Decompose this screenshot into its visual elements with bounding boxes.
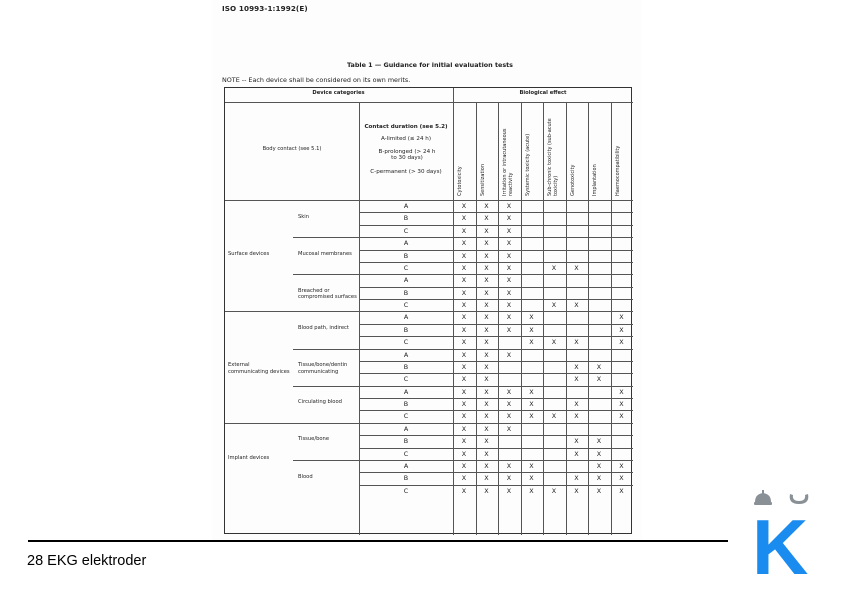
duration-code: C [403, 375, 409, 384]
test-required-mark: X [461, 239, 467, 248]
test-required-mark: X [506, 288, 512, 297]
contact-duration-b: B-prolonged (> 24 h to 30 days) [378, 149, 436, 161]
test-required-mark: X [574, 474, 579, 483]
group-divider [293, 460, 633, 461]
test-required-mark: X [484, 202, 489, 210]
test-required-mark: X [596, 474, 602, 483]
test-required-mark: X [619, 313, 624, 322]
test-required-mark: X [506, 263, 512, 272]
test-required-mark: X [461, 412, 467, 421]
test-required-mark: X [506, 202, 512, 210]
test-required-mark: X [461, 474, 467, 483]
duration-code: B [403, 251, 409, 260]
duration-code: B [403, 288, 409, 297]
test-required-mark: X [529, 338, 534, 347]
duration-code: C [403, 301, 409, 310]
body-contact-label: Body contact (see 5.1) [262, 146, 322, 152]
test-required-mark: X [506, 276, 512, 285]
test-required-mark: X [596, 461, 602, 470]
row-divider [359, 336, 633, 337]
test-required-mark: X [461, 338, 467, 347]
duration-code: B [403, 325, 409, 334]
group-divider [293, 386, 633, 387]
test-required-mark: X [619, 338, 624, 347]
test-required-mark: X [529, 387, 534, 396]
category-label: Surface devices [228, 250, 270, 257]
group-label: Blood path, indirect [298, 324, 349, 331]
test-required-mark: X [506, 214, 512, 223]
k-logo [752, 490, 816, 576]
contact-duration-c: C-permanent (> 30 days) [370, 169, 442, 175]
test-required-mark: X [506, 387, 512, 396]
row-divider [359, 212, 633, 213]
effect-column-divider [566, 102, 567, 535]
test-required-mark: X [461, 350, 467, 359]
test-required-mark: X [506, 461, 512, 470]
group-divider [293, 349, 633, 350]
duration-code: A [403, 387, 409, 396]
test-required-mark: X [619, 400, 624, 409]
test-required-mark: X [461, 437, 467, 446]
test-required-mark: X [484, 338, 489, 347]
group-label: Blood [298, 473, 313, 480]
test-required-mark: X [484, 375, 489, 384]
duration-code: B [403, 400, 409, 409]
group-label: Tissue/bone [298, 436, 330, 443]
test-required-mark: X [506, 325, 512, 334]
test-required-mark: X [619, 486, 624, 495]
test-required-mark: X [484, 301, 489, 310]
effect-header: Systemic toxicity (acute) [524, 133, 531, 196]
test-required-mark: X [461, 375, 467, 384]
test-required-mark: X [574, 486, 579, 495]
test-required-mark: X [596, 449, 602, 458]
effect-header: Haemocompatibility [614, 145, 621, 196]
duration-code: A [403, 276, 409, 285]
table-title: Table 1 — Guidance for initial evaluation tests [346, 61, 513, 69]
test-required-mark: X [619, 387, 624, 396]
effect-header: Sub-chronic toxicity (sub-acute toxicity) [547, 118, 559, 196]
test-required-mark: X [484, 251, 489, 260]
test-required-mark: X [484, 263, 489, 272]
duration-code: B [403, 437, 409, 446]
test-required-mark: X [461, 400, 467, 409]
effect-header: Irritation or intracutaneous reactivity [502, 128, 514, 196]
test-required-mark: X [484, 276, 489, 285]
test-required-mark: X [506, 313, 512, 322]
test-required-mark: X [461, 301, 467, 310]
duration-code: A [403, 350, 409, 359]
effect-header: Sensitization [479, 163, 486, 196]
logo-letter: K [752, 503, 809, 576]
test-required-mark: X [574, 449, 579, 458]
duration-column-divider [359, 102, 360, 535]
category-label: External communicating devices [228, 362, 290, 375]
duration-code: C [403, 338, 409, 347]
test-required-mark: X [484, 313, 489, 322]
test-required-mark: X [619, 461, 624, 470]
test-required-mark: X [529, 486, 534, 495]
duration-code: A [403, 424, 409, 433]
test-required-mark: X [529, 474, 534, 483]
test-required-mark: X [506, 239, 512, 248]
category-divider [225, 423, 633, 424]
category-label: Implant devices [228, 454, 270, 461]
effect-header: Implantation [592, 164, 598, 196]
test-required-mark: X [574, 301, 579, 310]
test-required-mark: X [574, 400, 579, 409]
evaluation-table [224, 87, 632, 534]
test-required-mark: X [484, 474, 489, 483]
test-required-mark: X [484, 437, 489, 446]
row-divider [359, 262, 633, 263]
row-divider [359, 287, 633, 288]
test-required-mark: X [506, 350, 512, 359]
duration-code: C [403, 263, 409, 272]
group-label: Breached or compromised surfaces [298, 287, 357, 301]
test-required-mark: X [461, 214, 467, 223]
test-required-mark: X [461, 486, 467, 495]
duration-code: A [403, 202, 409, 210]
effect-column-divider [543, 102, 544, 535]
row-divider [359, 398, 633, 399]
test-required-mark: X [484, 362, 489, 371]
test-required-mark: X [461, 387, 467, 396]
test-required-mark: X [619, 412, 624, 421]
test-required-mark: X [506, 412, 512, 421]
row-divider [359, 324, 633, 325]
row-divider [359, 373, 633, 374]
duration-code: C [403, 486, 409, 495]
test-required-mark: X [461, 263, 467, 272]
header-device-categories: Device categories [312, 90, 365, 96]
row-divider [359, 485, 633, 486]
test-required-mark: X [461, 313, 467, 322]
test-required-mark: X [461, 251, 467, 260]
test-required-mark: X [551, 486, 557, 495]
test-required-mark: X [574, 437, 579, 446]
test-required-mark: X [461, 288, 467, 297]
test-required-mark: X [461, 276, 467, 285]
test-required-mark: X [484, 461, 489, 470]
duration-code: C [403, 412, 409, 421]
group-label: Mucosal membranes [298, 250, 352, 257]
test-required-mark: X [461, 362, 467, 371]
contact-duration-a: A-limited (≤ 24 h) [380, 136, 432, 142]
test-required-mark: X [551, 338, 557, 347]
duration-code: C [403, 226, 409, 235]
test-required-mark: X [484, 400, 489, 409]
test-required-mark: X [596, 486, 602, 495]
test-required-mark: X [484, 486, 489, 495]
test-required-mark: X [574, 338, 579, 347]
test-required-mark: X [596, 437, 602, 446]
slide-caption: 28 EKG elektroder [27, 553, 147, 569]
test-required-mark: X [484, 239, 489, 248]
test-required-mark: X [484, 226, 489, 235]
test-required-mark: X [506, 301, 512, 310]
test-required-mark: X [484, 387, 489, 396]
test-required-mark: X [574, 375, 579, 384]
test-required-mark: X [574, 263, 579, 272]
row-divider [359, 435, 633, 436]
group-divider [293, 237, 633, 238]
test-required-mark: X [551, 263, 557, 272]
group-divider [293, 274, 633, 275]
test-required-mark: X [596, 375, 602, 384]
test-required-mark: X [461, 424, 467, 433]
duration-code: B [403, 362, 409, 371]
header-biological-effect: Biological effect [519, 90, 567, 96]
table-note: NOTE -- Each device shall be considered on its own merits. [222, 76, 411, 84]
test-required-mark: X [529, 313, 534, 322]
duration-code: B [403, 214, 409, 223]
test-required-mark: X [529, 412, 534, 421]
test-required-mark: X [461, 461, 467, 470]
test-required-mark: X [574, 412, 579, 421]
duration-code: C [403, 449, 409, 458]
row-divider [359, 250, 633, 251]
test-required-mark: X [461, 202, 467, 210]
group-label: Circulating blood [298, 399, 342, 406]
test-required-mark: X [506, 400, 512, 409]
test-required-mark: X [484, 288, 489, 297]
test-required-mark: X [551, 301, 557, 310]
duration-code: A [403, 239, 409, 248]
test-required-mark: X [484, 214, 489, 223]
row-divider [359, 410, 633, 411]
header-divider [225, 102, 633, 103]
duration-code: B [403, 474, 409, 483]
effects-header-divider [225, 200, 633, 201]
test-required-mark: X [506, 226, 512, 235]
effect-column-divider [588, 102, 589, 535]
test-required-mark: X [484, 325, 489, 334]
row-divider [359, 361, 633, 362]
test-required-mark: X [484, 412, 489, 421]
duration-code: A [403, 461, 409, 470]
test-required-mark: X [484, 424, 489, 433]
test-required-mark: X [596, 362, 602, 371]
group-label: Skin [298, 213, 310, 220]
test-required-mark: X [461, 449, 467, 458]
test-required-mark: X [484, 449, 489, 458]
test-required-mark: X [529, 400, 534, 409]
duration-code: A [403, 313, 409, 322]
test-required-mark: X [619, 325, 624, 334]
row-divider [359, 472, 633, 473]
effect-header: Genotoxicity [569, 164, 576, 196]
contact-duration-title: Contact duration (see 5.2) [364, 124, 448, 130]
row-divider [359, 225, 633, 226]
test-required-mark: X [529, 461, 534, 470]
row-divider [359, 448, 633, 449]
test-required-mark: X [506, 474, 512, 483]
test-required-mark: X [529, 325, 534, 334]
test-required-mark: X [461, 226, 467, 235]
test-required-mark: X [506, 486, 512, 495]
group-label: Tissue/bone/dentin communicating [298, 362, 348, 375]
footer-divider [28, 540, 728, 542]
test-required-mark: X [484, 350, 489, 359]
test-required-mark: X [574, 362, 579, 371]
effect-header: Cytotoxicity [457, 166, 463, 196]
test-required-mark: X [461, 325, 467, 334]
category-divider [225, 311, 633, 312]
test-required-mark: X [551, 412, 557, 421]
test-required-mark: X [506, 424, 512, 433]
row-divider [359, 299, 633, 300]
test-required-mark: X [619, 474, 624, 483]
document-id: ISO 10993-1:1992(E) [222, 4, 308, 13]
test-required-mark: X [506, 251, 512, 260]
